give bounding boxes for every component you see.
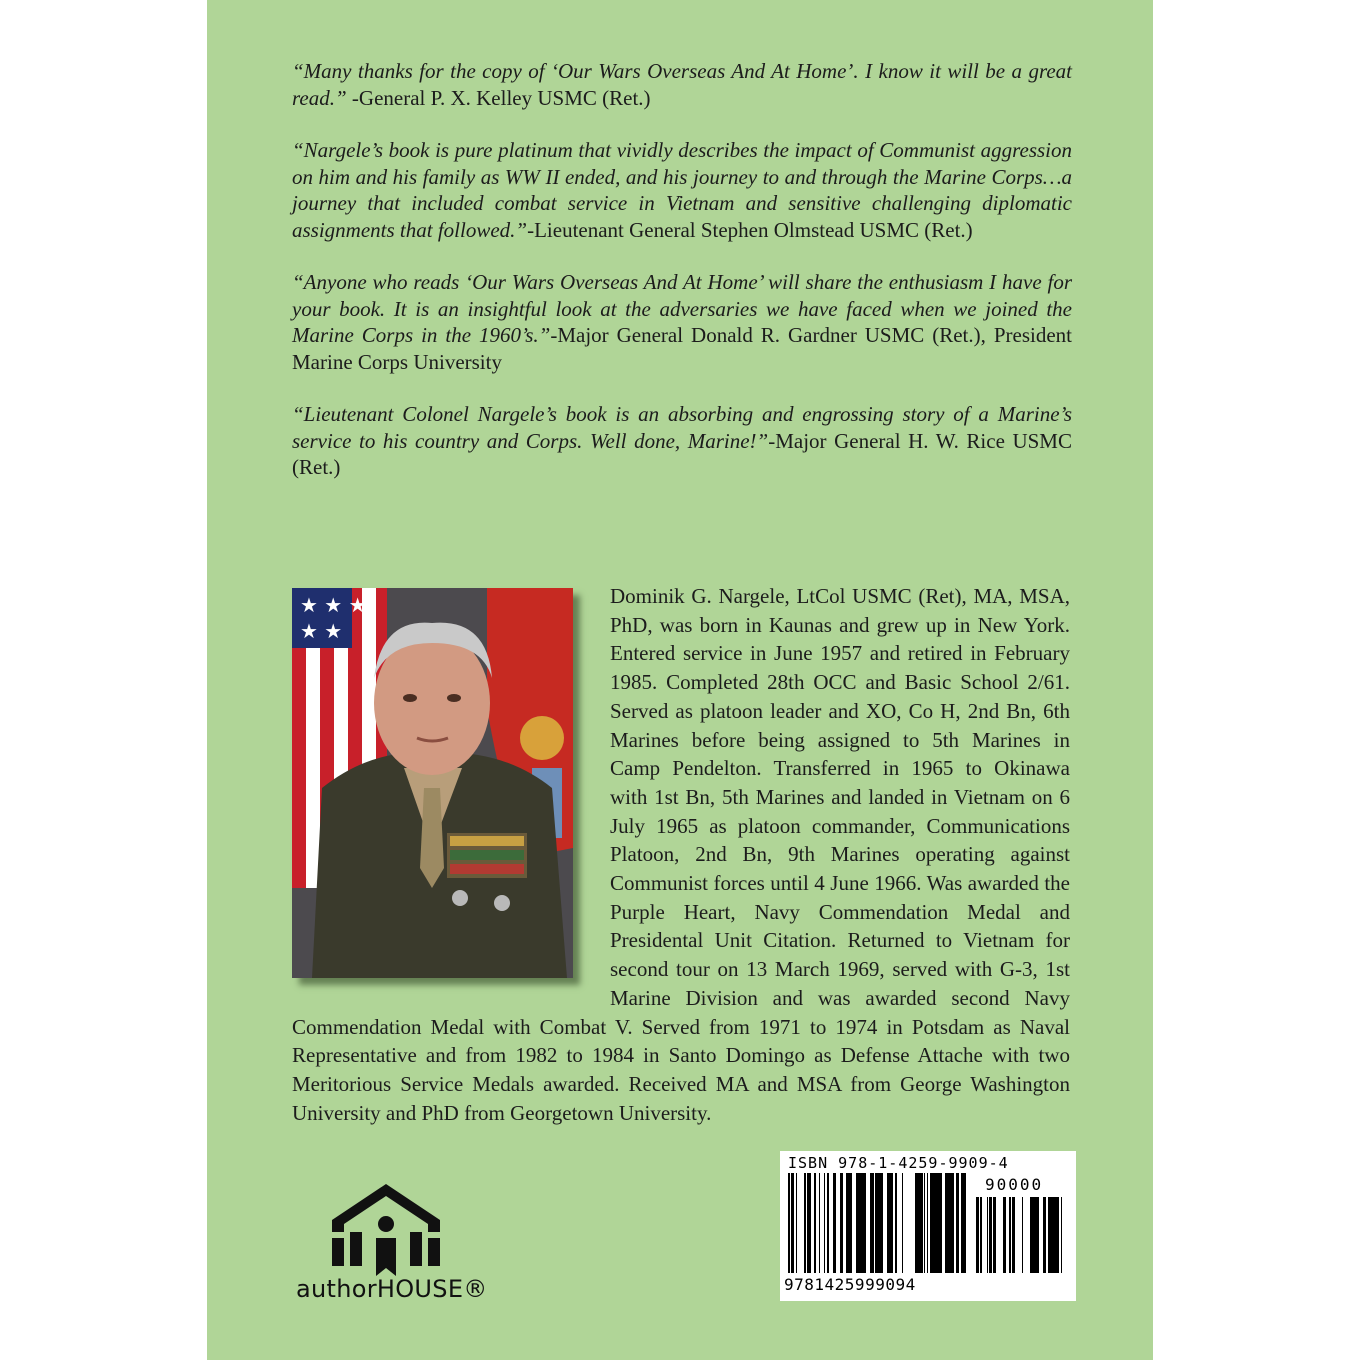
barcode-bar	[1034, 1197, 1037, 1273]
quote-attribution: -General P. X. Kelley USMC (Ret.)	[346, 85, 651, 110]
barcode-bar	[952, 1173, 954, 1273]
barcode-bar	[827, 1173, 828, 1273]
barcode-bar	[947, 1173, 950, 1273]
barcode-bar	[961, 1173, 964, 1273]
barcode-bar	[1044, 1197, 1046, 1273]
barcode-bar	[890, 1173, 892, 1273]
svg-text:★ ★: ★ ★	[300, 619, 343, 643]
quote-text: “Lieutenant Colonel Nargele’s book is an absorbing and engrossing story of a Marine’s service to his country and Corps. Well done, Marine!”	[292, 402, 1072, 453]
barcode-bar	[1030, 1197, 1033, 1273]
barcode-bar	[788, 1173, 790, 1273]
barcode-bar	[918, 1173, 920, 1273]
barcode-bar	[945, 1173, 947, 1273]
barcode-bar	[863, 1173, 866, 1273]
barcode-bar	[1054, 1197, 1055, 1273]
barcode-bar	[1061, 1197, 1062, 1273]
barcode-bar	[930, 1173, 932, 1273]
quote-attribution: -Lieutenant General Stephen Olmstead USMC (Ret.)	[527, 217, 973, 242]
isbn-barcode	[780, 1151, 1076, 1301]
barcode-bar	[882, 1173, 883, 1273]
barcode-bar	[976, 1197, 979, 1273]
barcode-bar	[902, 1173, 903, 1273]
biography-text: Dominik G. Nargele, LtCol USMC (Ret), MA, MSA, PhD, was born in Kaunas and grew up in New York. Entered service in June 1957 and retired in February 1985. Completed 28th OCC and Basic School 2/61. Served as platoon leader and XO, Co H, 2nd Bn, 6th Marines before being assigned to 5th Marines in Camp Pendelton. Transferred in 1965 to Okinawa with 1st Bn, 5th Marines and landed in Vietnam on 6 July 1965 as platoon commander, Communications Platoon, 2nd Bn, 9th Marines operating against Communist forces until 4 June 1966. Was awarded the Purple Heart, Navy Commendation Medal and Presidental Unit Citation. Returned to Vietnam for second tour on 13 March 1969, served with G-3, 1st Marine Division and was awarded second Navy Commendation Medal with Combat V. Served from 1971 to 1974 in Potsdam as Naval Representative and from 1982 to 1984 in Santo Domingo as Defense Attache with two Meritorious Service Medals awarded. Received MA and MSA from George Washington University and PhD from Georgetown University.	[292, 584, 1070, 1125]
barcode-bar	[995, 1197, 996, 1273]
barcode-bar	[846, 1173, 848, 1273]
barcode-bar	[860, 1173, 863, 1273]
quote-rice	[292, 401, 1072, 481]
barcode-bar	[1022, 1197, 1023, 1273]
barcode-bar	[1048, 1197, 1051, 1273]
barcode-bar	[935, 1173, 937, 1273]
barcode-bar	[920, 1173, 923, 1273]
quote-attribution: -Major General Donald R. Gardner USMC (Ret.), President Marine Corps University	[292, 323, 1072, 374]
barcode-bar	[824, 1173, 825, 1273]
quote-kelley	[292, 58, 1072, 111]
barcode-bar	[916, 1173, 918, 1273]
barcode-bar	[964, 1173, 966, 1273]
publisher-name: authorHOUSE®	[296, 1275, 488, 1303]
barcode-bar	[880, 1173, 882, 1273]
barcode-bar	[1012, 1197, 1013, 1273]
barcode-bar	[989, 1197, 992, 1273]
barcode-bar	[915, 1173, 916, 1273]
barcode-bar	[1055, 1197, 1056, 1273]
barcode-bar	[1037, 1197, 1039, 1273]
barcode-bar	[994, 1197, 995, 1273]
barcode-bar	[810, 1173, 811, 1273]
barcode-bar	[875, 1173, 877, 1273]
barcode-bar	[833, 1173, 836, 1273]
isbn-label: ISBN 978-1-4259-9909-4	[788, 1154, 1009, 1172]
barcode-bar	[1051, 1197, 1054, 1273]
house-book-icon	[296, 1180, 486, 1280]
barcode-bar	[940, 1173, 942, 1273]
barcode-bar	[877, 1173, 878, 1273]
barcode-bar	[791, 1173, 793, 1273]
endorsement-quotes	[292, 58, 1072, 507]
barcode-bar	[814, 1173, 816, 1273]
barcode-bar	[856, 1173, 857, 1273]
barcode-bar	[932, 1173, 934, 1273]
quote-olmstead	[292, 137, 1072, 243]
barcode-bar	[937, 1173, 940, 1273]
barcode-bar	[887, 1173, 890, 1273]
barcode-bar	[895, 1173, 897, 1273]
barcode-digits: 9781425999094	[784, 1275, 916, 1294]
barcode-bar	[980, 1197, 982, 1273]
quote-gardner	[292, 269, 1072, 375]
barcode-bar	[1033, 1197, 1034, 1273]
barcode-bar	[1056, 1197, 1059, 1273]
quote-text: “Anyone who reads ‘Our Wars Overseas And At Home’ will share the enthusiasm I have for your book. It is an insightful look at the adversaries we have faced when we joined the Marine Corps in the 1960’s.”	[292, 270, 1072, 347]
barcode-bar	[804, 1173, 806, 1273]
barcode-bar	[927, 1173, 928, 1273]
barcode-bar	[793, 1173, 794, 1273]
barcode-bar	[987, 1197, 988, 1273]
barcode-bar	[873, 1173, 874, 1273]
barcode-bar	[870, 1173, 873, 1273]
svg-text:★ ★ ★: ★ ★ ★	[300, 593, 367, 617]
barcode-bar	[819, 1173, 820, 1273]
barcode-bar	[950, 1173, 952, 1273]
barcode-bar	[807, 1173, 810, 1273]
quote-text: “Many thanks for the copy of ‘Our Wars Overseas And At Home’. I know it will be a great read.”	[292, 59, 1072, 110]
barcode-bar	[934, 1173, 935, 1273]
barcode-bar	[892, 1173, 893, 1273]
barcode-bar	[848, 1173, 850, 1273]
barcode-bar	[878, 1173, 880, 1273]
photo-text-wrap	[292, 582, 610, 1008]
barcode-bar	[956, 1173, 959, 1273]
barcode-bar	[796, 1173, 797, 1273]
barcode-bar	[1003, 1197, 1006, 1273]
price-code: 90000	[985, 1175, 1044, 1194]
barcode-bar	[924, 1173, 925, 1273]
barcode-bar	[1013, 1197, 1015, 1273]
barcode-bar	[993, 1197, 994, 1273]
barcode-bar	[840, 1173, 843, 1273]
barcode-bar	[1009, 1197, 1011, 1273]
barcode-bar	[828, 1173, 829, 1273]
quote-attribution: -Major General H. W. Rice USMC (Ret.)	[292, 428, 1072, 479]
barcode-bar	[1043, 1197, 1044, 1273]
barcode-bar	[857, 1173, 860, 1273]
barcode-bar	[850, 1173, 852, 1273]
author-biography	[292, 582, 1070, 1127]
quote-text: “Nargele’s book is pure platinum that vividly describes the impact of Communist aggression on him and his family as WW II ended, and his journey to and through the Marine Corps…a journey that included combat service in Vietnam and sensitive challenging diplomatic assignments that followed.”	[292, 138, 1072, 242]
